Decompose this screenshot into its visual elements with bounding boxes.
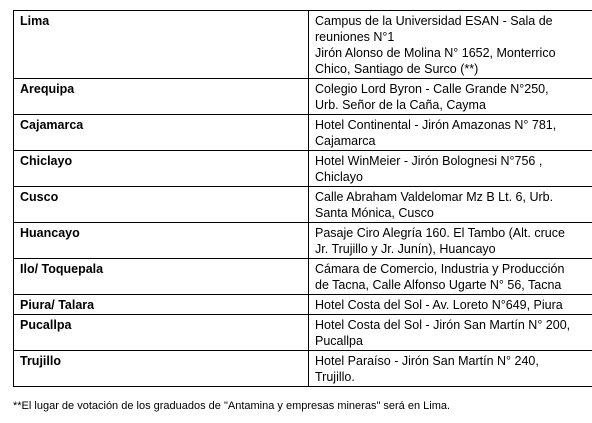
venue-line: Santa Mónica, Cusco	[315, 206, 434, 220]
table-row	[14, 223, 592, 259]
venue-cell	[309, 187, 592, 223]
venue-line: Hotel Costa del Sol - Jirón San Martín N° 200,	[315, 318, 571, 332]
city-cell: Piura/ Talara	[14, 295, 309, 315]
venue-cell	[309, 79, 592, 115]
city-cell: Cusco	[14, 187, 309, 223]
city-cell: Trujillo	[14, 351, 309, 387]
venue-line: de Tacna, Calle Alfonso Ugarte N° 56, Tacna	[315, 278, 562, 292]
venue-line: Trujillo.	[315, 370, 355, 384]
city-cell: Cajamarca	[14, 115, 309, 151]
venue-line: Hotel Paraíso - Jirón San Martín N° 240,	[315, 354, 539, 368]
table-row	[14, 115, 592, 151]
venue-line: Hotel Costa del Sol - Av. Loreto N°649, Piura	[315, 298, 563, 312]
venue-line: Pucallpa	[315, 334, 363, 348]
voting-locations-table	[13, 10, 592, 387]
venue-cell	[309, 295, 592, 315]
venue-line: Pasaje Ciro Alegría 160. El Tambo (Alt. cruce	[315, 226, 565, 240]
venue-line: Calle Abraham Valdelomar Mz B Lt. 6, Urb.	[315, 190, 554, 204]
venue-cell	[309, 315, 592, 351]
city-cell: Chiclayo	[14, 151, 309, 187]
venue-cell	[309, 115, 592, 151]
venue-cell	[309, 11, 592, 79]
table-row	[14, 295, 592, 315]
venue-line: Jr. Trujillo y Jr. Junín), Huancayo	[315, 242, 496, 256]
venue-line: Cajamarca	[315, 134, 376, 148]
venue-line: Hotel Continental - Jirón Amazonas N° 781,	[315, 118, 557, 132]
footnote: **El lugar de votación de los graduados de "Antamina y empresas mineras" será en Lima.	[13, 400, 451, 412]
venue-cell	[309, 223, 592, 259]
venue-line: Colegio Lord Byron - Calle Grande N°250,	[315, 82, 549, 96]
city-cell: Lima	[14, 11, 309, 79]
venue-line: Cámara de Comercio, Industria y Producción	[315, 262, 565, 276]
venue-line: Urb. Señor de la Caña, Cayma	[315, 98, 486, 112]
venue-line: reuniones N°1	[315, 30, 395, 44]
table-row	[14, 187, 592, 223]
venue-cell	[309, 259, 592, 295]
venue-line: Jirón Alonso de Molina N° 1652, Monterrico	[315, 46, 556, 60]
table-row	[14, 259, 592, 295]
venue-line: Campus de la Universidad ESAN - Sala de	[315, 14, 553, 28]
venue-line: Hotel WinMeier - Jirón Bolognesi N°756 ,	[315, 154, 543, 168]
table-row	[14, 11, 592, 79]
city-cell: Arequipa	[14, 79, 309, 115]
venue-cell	[309, 351, 592, 387]
venue-line: Chiclayo	[315, 170, 363, 184]
venue-line: Chico, Santiago de Surco (**)	[315, 62, 479, 76]
table-row	[14, 151, 592, 187]
table-row	[14, 351, 592, 387]
city-cell: Ilo/ Toquepala	[14, 259, 309, 295]
venue-cell	[309, 151, 592, 187]
table-row	[14, 79, 592, 115]
table-row	[14, 315, 592, 351]
city-cell: Pucallpa	[14, 315, 309, 351]
city-cell: Huancayo	[14, 223, 309, 259]
document-page	[13, 10, 581, 387]
